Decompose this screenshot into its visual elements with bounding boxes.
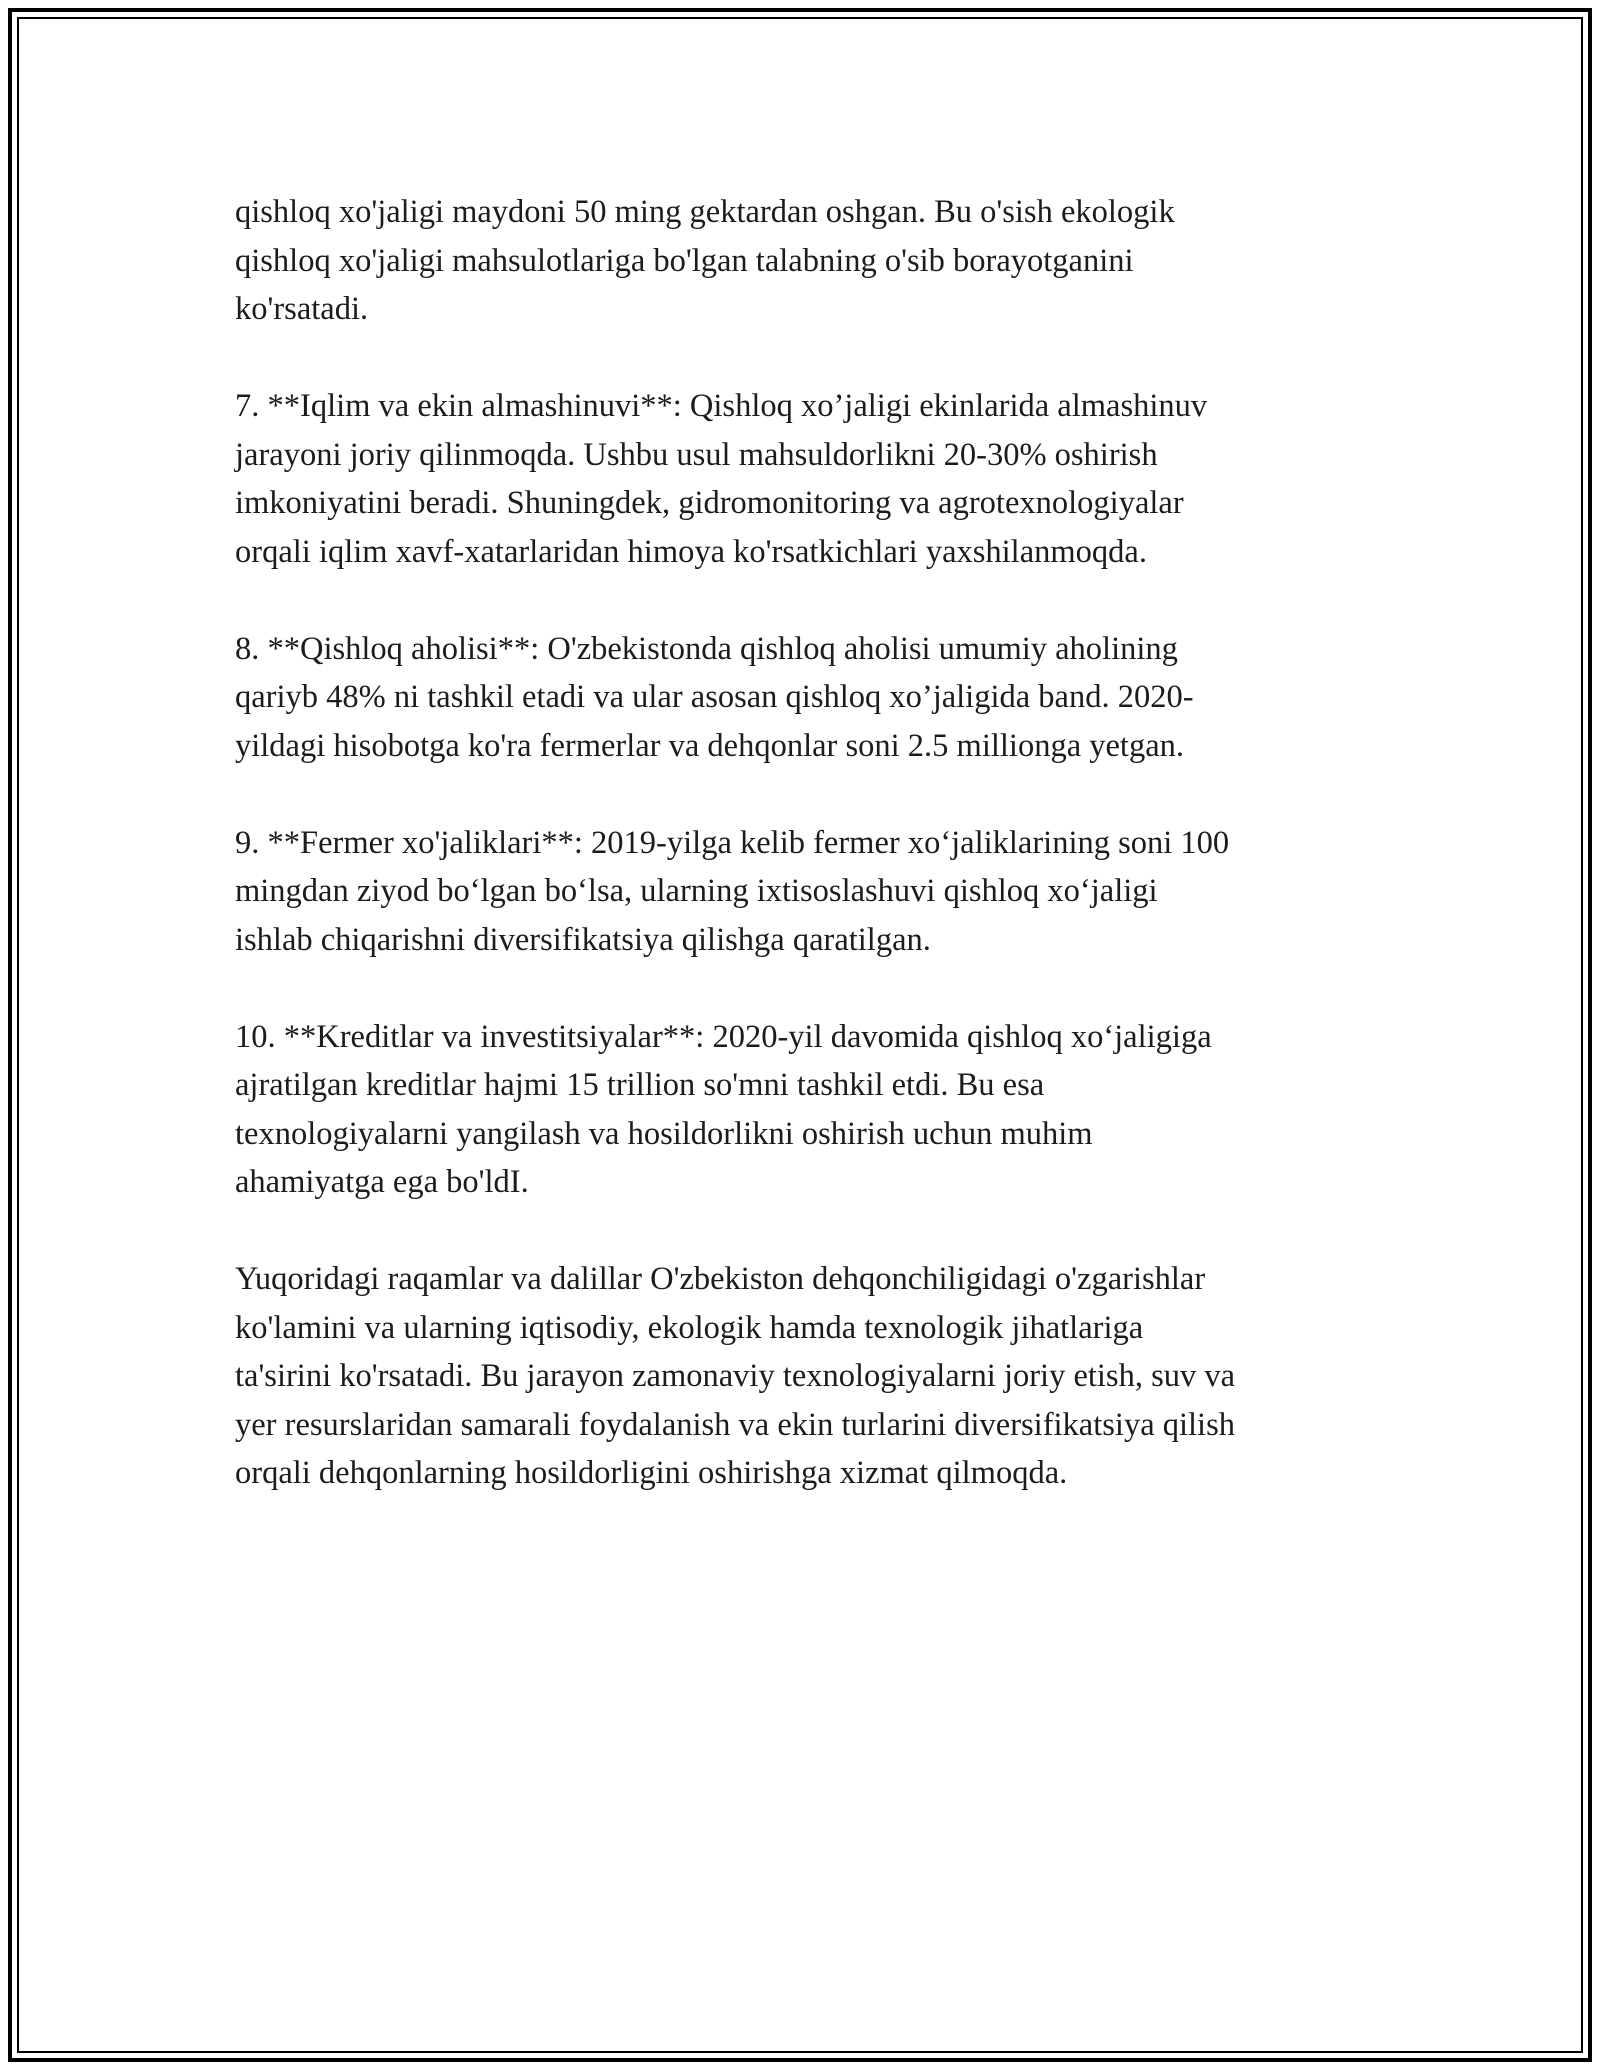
text-line: ishlab chiqarishni diversifikatsiya qilishga qaratilgan. [235, 921, 931, 958]
paragraph-item-10 [235, 1013, 1370, 1207]
paragraph-conclusion [235, 1255, 1370, 1498]
text-line: qishloq xo'jaligi maydoni 50 ming gektardan oshgan. Bu o'sish ekologik [235, 194, 1175, 230]
text-line: imkoniyatini beradi. Shuningdek, gidromonitoring va agrotexnologiyalar [235, 485, 1184, 521]
text-line: ta'sirini ko'rsatadi. Bu jarayon zamonaviy texnologiyalarni joriy etish, suv va [235, 1358, 1236, 1394]
text-line: ajratilgan kreditlar hajmi 15 trillion so'mni tashkil etdi. Bu esa [235, 1067, 1045, 1103]
text-line: 8. **Qishloq aholisi**: O'zbekistonda qishloq aholisi umumiy aholining [235, 630, 1178, 667]
text-line: ahamiyatga ega bo'ldI. [235, 1164, 529, 1200]
text-line: Yuqoridagi raqamlar va dalillar O'zbekiston dehqonchiligidagi o'zgarishlar [235, 1261, 1206, 1297]
text-line: orqali iqlim xavf-xatarlaridan himoya ko'rsatkichlari yaxshilanmoqda. [235, 533, 1147, 570]
text-line: ko'lamini va ularning iqtisodiy, ekologik hamda texnologik jihatlariga [235, 1309, 1144, 1346]
text-line: jarayoni joriy qilinmoqda. Ushbu usul mahsuldorlikni 20-30% oshirish [235, 436, 1158, 473]
document-body [235, 188, 1370, 1498]
paragraph-continuation [235, 188, 1370, 334]
text-line: 9. **Fermer xo'jaliklari**: 2019-yilga kelib fermer xo‘jaliklarining soni 100 [235, 824, 1230, 861]
text-line: yildagi hisobotga ko'ra fermerlar va dehqonlar soni 2.5 millionga yetgan. [235, 727, 1185, 764]
text-line: 7. **Iqlim va ekin almashinuvi**: Qishloq xo’jaligi ekinlarida almashinuv [235, 388, 1208, 424]
text-line: qariyb 48% ni tashkil etadi va ular asosan qishloq xo’jaligida band. 2020- [235, 679, 1194, 715]
text-line: 10. **Kreditlar va investitsiyalar**: 2020-yil davomida qishloq xo‘jaligiga [235, 1018, 1212, 1055]
text-line: qishloq xo'jaligi mahsulotlariga bo'lgan talabning o'sib borayotganini [235, 242, 1134, 279]
paragraph-item-9 [235, 819, 1370, 965]
text-line: mingdan ziyod bo‘lgan bo‘lsa, ularning ixtisoslashuvi qishloq xo‘jaligi [235, 873, 1158, 909]
text-line: yer resurslaridan samarali foydalanish va ekin turlarini diversifikatsiya qilish [235, 1406, 1235, 1443]
text-line: ko'rsatadi. [235, 291, 369, 327]
text-line: texnologiyalarni yangilash va hosildorlikni oshirish uchun muhim [235, 1115, 1093, 1152]
text-line: orqali dehqonlarning hosildorligini oshirishga xizmat qilmoqda. [235, 1455, 1068, 1491]
paragraph-item-8 [235, 625, 1370, 771]
paragraph-item-7 [235, 382, 1370, 576]
